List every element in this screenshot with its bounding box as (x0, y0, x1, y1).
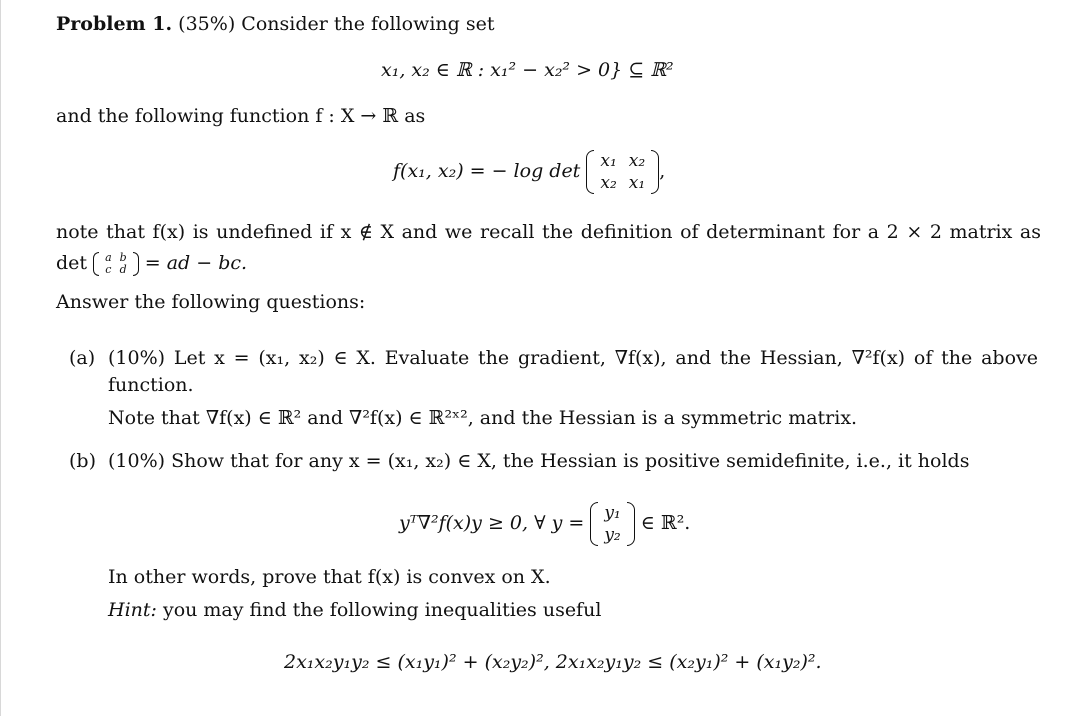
psd-vector (590, 502, 634, 546)
matrix-cell: x₁ (600, 151, 617, 171)
problem-intro: Consider the following set (241, 13, 495, 35)
part-a-note: Note that ∇f(x) ∈ ℝ² and ∇²f(x) ∈ ℝ²ˣ², and the Hessian is a symmetric matrix. (108, 407, 858, 429)
matrix-cell: a (105, 251, 112, 264)
inequalities-text: 2x₁x₂y₁y₂ ≤ (x₁y₁)² + (x₂y₂)², 2x₁x₂y₁y₂ ≤ (x₂y₁)² + (x₁y₂)². (284, 651, 822, 673)
problem-weight: (35%) (178, 13, 236, 35)
answer-prompt: Answer the following questions: (56, 291, 366, 313)
psd-condition (399, 497, 690, 549)
psd-rhs: ∈ ℝ². (640, 512, 691, 534)
vector-cell: y₂ (604, 525, 621, 545)
matrix-cell: d (119, 263, 127, 276)
set-definition (381, 58, 674, 82)
function-definition (393, 146, 665, 196)
matrix-cell: c (105, 263, 112, 276)
hint-line (108, 598, 601, 622)
function-intro: and the following function f : X → ℝ as (56, 105, 426, 127)
matrix-cell: x₂ (628, 151, 646, 171)
det-matrix (93, 252, 139, 276)
det-label: det (56, 252, 88, 274)
psd-lhs: yᵀ∇²f(x)y ≥ 0, ∀ y = (399, 512, 585, 534)
hint-label: Hint: (108, 599, 157, 621)
det-definition (56, 247, 247, 279)
hint-text: you may find the following inequalities useful (162, 599, 602, 621)
problem-heading-line (56, 12, 494, 36)
part-b-label: (b) (69, 450, 96, 472)
problem-heading: Problem 1. (56, 13, 173, 35)
function-definition-lhs: f(x₁, x₂) = − log det (393, 160, 581, 182)
function-definition-trail: , (659, 160, 666, 182)
part-b-line1: (10%) Show that for any x = (x₁, x₂) ∈ X, the Hessian is positive semidefinite, i.e., it holds (108, 450, 970, 472)
useful-inequalities (284, 650, 822, 674)
part-a-line1: (10%) Let x = (x₁, x₂) ∈ X. Evaluate the gradient, ∇f(x), and the Hessian, ∇²f(x) of the above (108, 347, 1038, 369)
matrix-cell: b (119, 251, 127, 264)
matrix-cell: x₂ (600, 173, 617, 193)
matrix-cell: x₁ (628, 173, 646, 193)
det-rhs: = ad − bc. (144, 252, 248, 274)
set-definition-text: x₁, x₂ ∈ ℝ : x₁² − x₂² > 0} ⊆ ℝ² (381, 59, 674, 81)
vector-cell: y₁ (604, 503, 621, 523)
note-line: note that f(x) is undefined if x ∉ X and we recall the definition of determinant for a 2 × 2 matrix as (56, 221, 1041, 243)
part-a-label: (a) (69, 347, 96, 369)
function-matrix (586, 150, 659, 194)
part-a-line2: function. (108, 374, 194, 396)
part-b-line2: In other words, prove that f(x) is convex on X. (108, 566, 551, 588)
